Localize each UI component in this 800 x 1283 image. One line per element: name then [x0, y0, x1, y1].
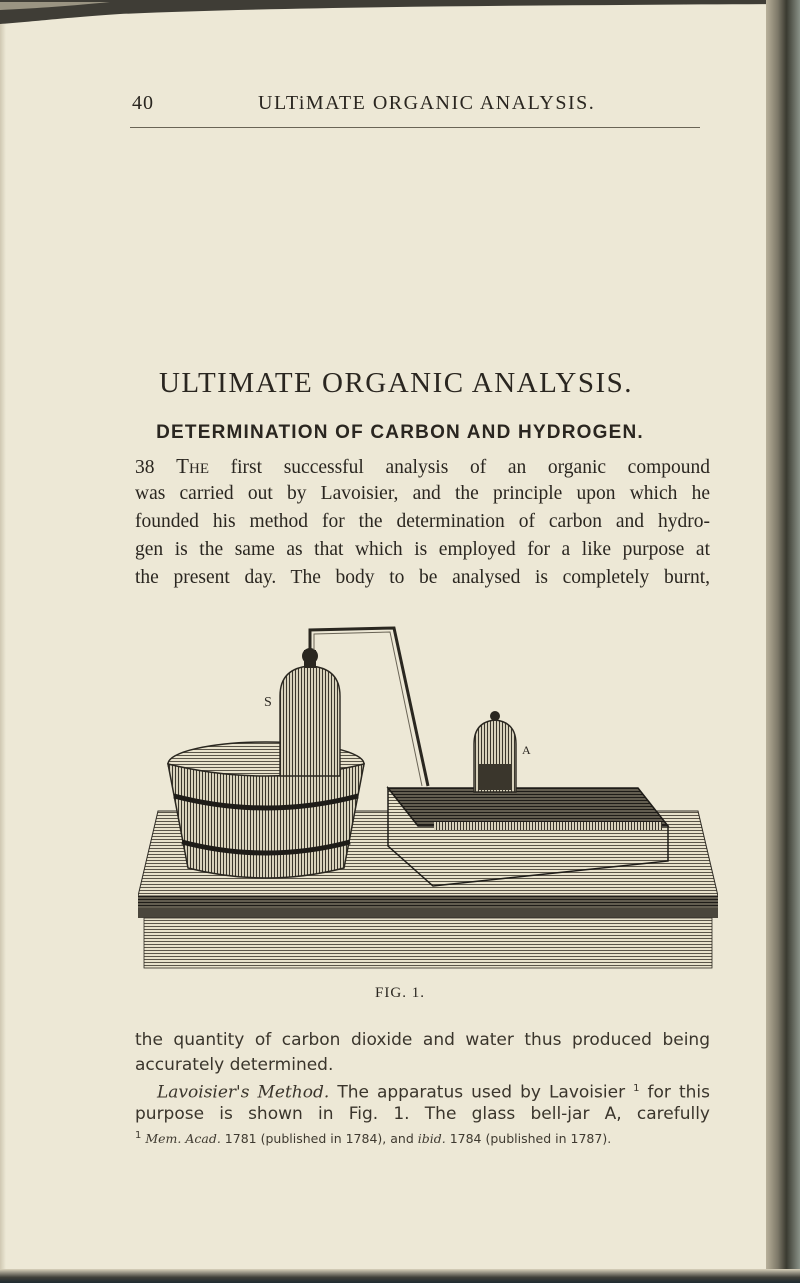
paragraph-line: the present day. The body to be analysed is completely burnt,: [135, 567, 710, 588]
paragraph-line: purpose is shown in Fig. 1. The glass bell-jar A, carefully: [135, 1103, 710, 1124]
page-curl-top: [0, 0, 800, 24]
label-a: A: [522, 743, 531, 757]
footnote: [135, 1130, 725, 1146]
table-front: [144, 918, 712, 968]
paragraph-38: [135, 452, 710, 592]
header-rule: [130, 127, 700, 128]
jar-a-liquid: [478, 764, 512, 790]
paragraph-continued: [135, 1028, 710, 1126]
paragraph-line: gen is the same as that which is employed for a like purpose at: [135, 539, 710, 560]
paragraph-line: 38 The first successful analysis of an organic compound: [135, 454, 711, 478]
page-number: 40: [132, 92, 154, 114]
tub-body: [168, 764, 364, 878]
table-edge-lower: [138, 908, 718, 918]
page-edge-left: [0, 0, 6, 1283]
jar-a-knob: [490, 711, 500, 721]
paragraph-line: accurately determined.: [135, 1054, 334, 1075]
method-heading: Lavoisier's Method.: [157, 1082, 330, 1103]
footnote-ref: Mem. Acad.: [145, 1131, 221, 1147]
mercury-trough-top: [388, 788, 668, 826]
running-head: [132, 92, 692, 116]
trough-moulding: [434, 822, 662, 830]
footnote-ibid: ibid.: [417, 1131, 446, 1147]
running-head-title: ULTiMATE ORGANIC ANALYSIS.: [258, 92, 596, 114]
footnote-text-end: 1784 (published in 1787).: [449, 1131, 612, 1147]
paragraph-line-method: [135, 1077, 710, 1102]
method-text-end: for this: [647, 1082, 710, 1103]
chapter-title: [0, 367, 800, 400]
chapter-title-text: ULTIMATE ORGANIC ANALYSIS.: [158, 367, 634, 399]
footnote-mark: 1: [135, 1130, 142, 1141]
paragraph-line: was carried out by Lavoisier, and the principle upon which he: [135, 483, 710, 504]
jar-s-valve: [304, 650, 316, 668]
footnote-text: 1781 (published in 1784), and: [224, 1131, 414, 1147]
footnote-marker[interactable]: 1: [633, 1083, 640, 1094]
table-edge: [138, 896, 718, 908]
bell-jar-s: [280, 666, 340, 776]
lead-word: The: [176, 454, 209, 478]
lavoisier-apparatus-figure: [138, 616, 718, 976]
label-s: S: [264, 695, 272, 710]
page-edge-bottom: [0, 1269, 800, 1283]
method-text: The apparatus used by Lavoisier: [337, 1082, 626, 1103]
page-edge-right: [766, 0, 800, 1283]
paragraph-line: founded his method for the determination of carbon and hydro-: [135, 511, 710, 532]
paragraph-line: the quantity of carbon dioxide and water thus produced being: [135, 1030, 710, 1050]
section-heading: DETERMINATION OF CARBON AND HYDROGEN.: [156, 422, 644, 443]
figure-caption: FIG. 1.: [375, 985, 425, 1001]
